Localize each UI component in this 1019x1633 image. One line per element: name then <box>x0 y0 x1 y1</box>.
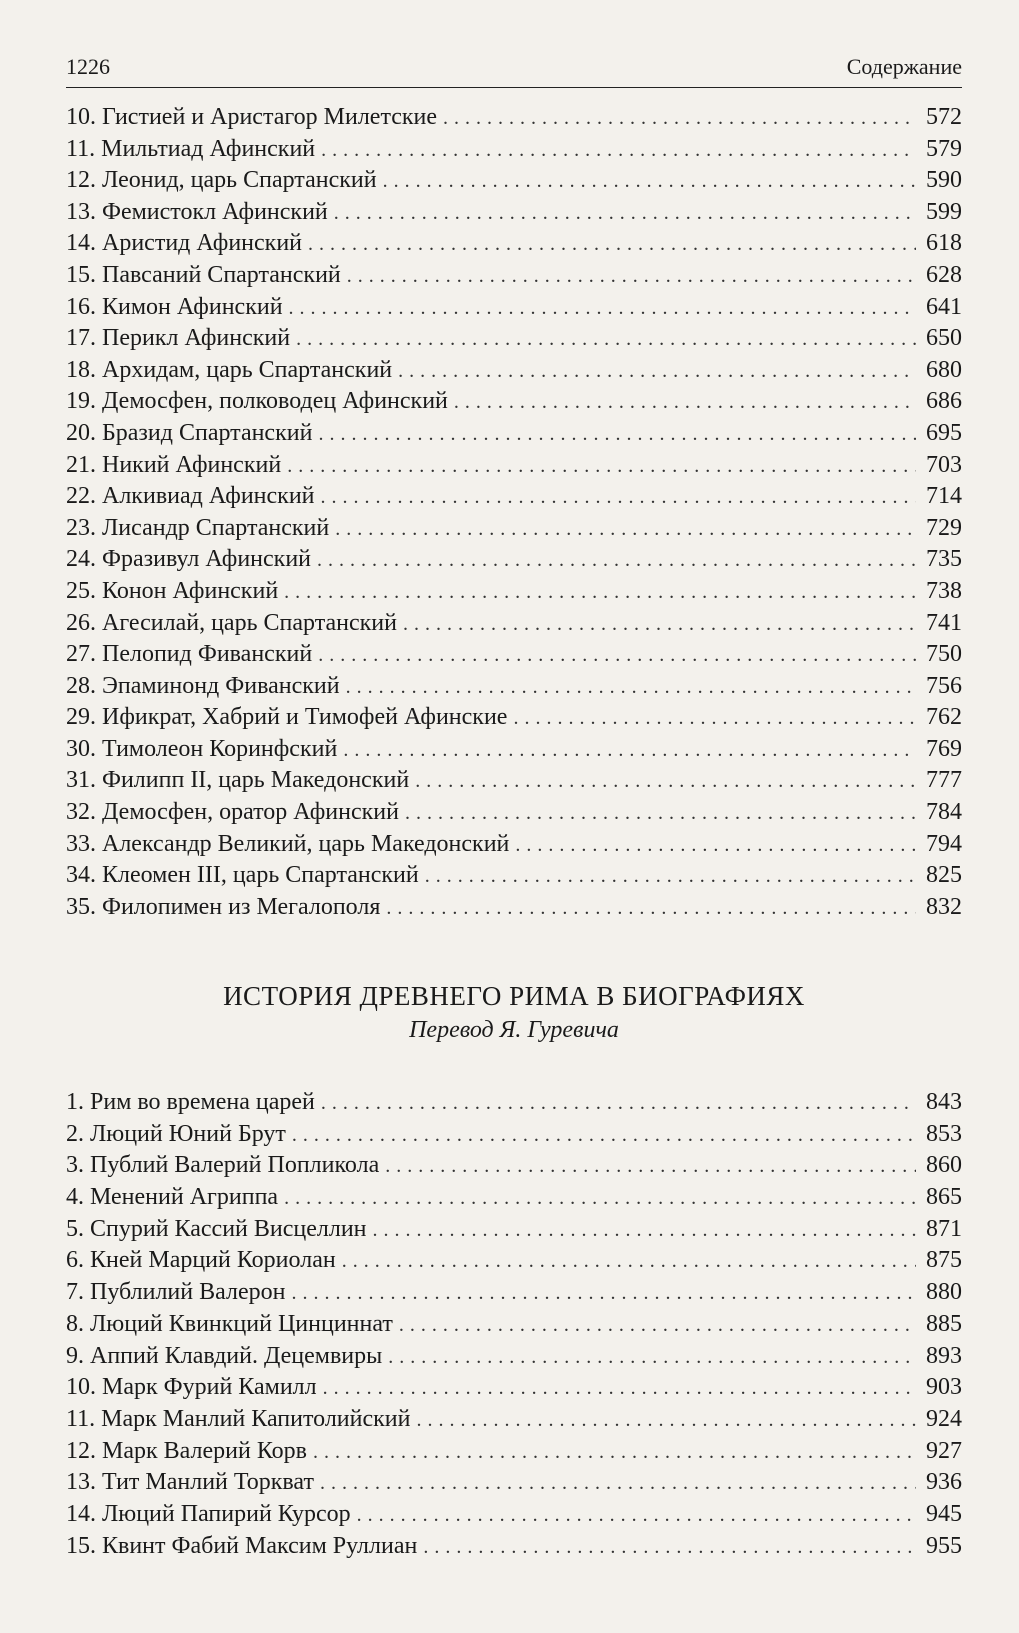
toc-entry-title: 20. Бразид Спартанский <box>66 419 313 446</box>
dot-leader <box>415 766 916 798</box>
toc-entry-title: 10. Марк Фурий Камилл <box>66 1374 317 1401</box>
dot-leader <box>405 798 916 830</box>
toc-entry-page: 641 <box>926 293 962 320</box>
dot-leader <box>385 1151 916 1183</box>
dot-leader <box>313 1437 916 1469</box>
toc-entry-page: 686 <box>926 388 962 415</box>
section-heading <box>66 978 962 1046</box>
toc-entry-title: 1. Рим во времена царей <box>66 1089 315 1115</box>
toc-entry-page: 599 <box>926 198 962 225</box>
toc-entry-page: 762 <box>926 704 962 731</box>
toc-entry <box>66 1499 962 1531</box>
toc-entry-title: 31. Филипп II, царь Македонский <box>66 767 410 794</box>
toc-entry-page: 924 <box>926 1405 962 1432</box>
page-number: 1226 <box>66 54 110 79</box>
toc-entry <box>66 1150 962 1182</box>
toc-entry-page: 832 <box>926 893 962 920</box>
toc-entry-title: 12. Леонид, царь Спартанский <box>66 167 377 194</box>
toc-entry-page: 784 <box>926 799 962 826</box>
dot-leader <box>347 261 916 293</box>
toc-entry-page: 927 <box>926 1437 962 1464</box>
toc-entry-title: 24. Фразивул Афинский <box>66 546 312 573</box>
toc-entry-title: 27. Пелопид Фиванский <box>66 641 313 668</box>
dot-leader <box>343 735 916 767</box>
dot-leader <box>398 356 916 388</box>
dot-leader <box>335 514 916 546</box>
toc-entry-title: 15. Павсаний Спартанский <box>66 261 341 288</box>
dot-leader <box>417 1405 917 1437</box>
toc-entry-title: 6. Кней Марций Кориолан <box>66 1247 336 1274</box>
dot-leader <box>284 577 916 609</box>
header-rule <box>66 87 962 88</box>
toc-entry-page: 885 <box>926 1310 962 1337</box>
toc-entry-page: 695 <box>926 419 962 446</box>
toc-entry-title: 22. Алкивиад Афинский <box>66 483 315 510</box>
toc-entry-page: 936 <box>926 1469 962 1496</box>
running-title: Содержание <box>846 54 962 79</box>
toc-entry <box>66 544 962 576</box>
toc-entry <box>66 1182 962 1214</box>
toc-entry <box>66 481 962 513</box>
toc-entry <box>66 134 962 166</box>
toc-entry <box>66 260 962 292</box>
dot-leader <box>318 419 916 451</box>
toc-entry-title: 32. Демосфен, оратор Афинский <box>66 799 399 826</box>
dot-leader <box>342 1246 916 1278</box>
toc-entry-title: 30. Тимолеон Коринфский <box>66 735 338 762</box>
toc-entry-page: 618 <box>926 230 962 257</box>
dot-leader <box>323 1373 916 1405</box>
toc-entry-title: 29. Ификрат, Хабрий и Тимофей Афинские <box>66 704 508 731</box>
dot-leader <box>399 1310 916 1342</box>
toc-entry-title: 33. Александр Великий, царь Македонский <box>66 830 510 857</box>
toc-entry-title: 4. Менений Агриппа <box>66 1184 279 1211</box>
toc-entry <box>66 1404 962 1436</box>
toc-entry <box>66 671 962 703</box>
toc-entry-page: 777 <box>926 767 962 794</box>
toc-entry-title: 10. Гистией и Аристагор Милетские <box>66 104 438 130</box>
toc-entry-title: 2. Люций Юний Брут <box>66 1120 286 1147</box>
dot-leader <box>292 1120 916 1152</box>
toc-entry-title: 7. Публилий Валерон <box>66 1279 286 1306</box>
dot-leader <box>425 861 916 893</box>
running-head <box>66 54 962 84</box>
toc-entry <box>66 860 962 892</box>
section-title: ИСТОРИЯ ДРЕВНЕГО РИМА В БИОГРАФИЯХ <box>223 981 805 1011</box>
toc-entry-title: 23. Лисандр Спартанский <box>66 514 330 541</box>
dot-leader <box>443 103 916 135</box>
toc-entry-title: 3. Публий Валерий Попликола <box>66 1152 380 1179</box>
toc-entry-title: 35. Филопимен из Мегалополя <box>66 893 381 920</box>
toc-entry <box>66 702 962 734</box>
toc-entry-page: 714 <box>926 483 962 510</box>
toc-entry <box>66 292 962 324</box>
toc-entry-title: 9. Аппий Клавдий. Децемвиры <box>66 1342 383 1369</box>
toc-entry <box>66 1436 962 1468</box>
dot-leader <box>296 324 916 356</box>
dot-leader <box>291 1278 916 1310</box>
dot-leader <box>321 135 916 167</box>
toc-entry-page: 853 <box>926 1120 962 1147</box>
toc-entry-title: 8. Люций Квинкций Цинциннат <box>66 1310 393 1337</box>
toc-entry <box>66 1087 962 1119</box>
toc-entry <box>66 1372 962 1404</box>
toc-entry <box>66 1119 962 1151</box>
table-of-contents-rome <box>66 1087 962 1562</box>
toc-entry-page: 750 <box>926 641 962 668</box>
dot-leader <box>513 703 916 735</box>
toc-entry-page: 893 <box>926 1342 962 1369</box>
toc-entry-title: 5. Спурий Кассий Висцеллин <box>66 1215 367 1242</box>
dot-leader <box>289 293 916 325</box>
dot-leader <box>284 1183 916 1215</box>
section-subtitle: Перевод Я. Гуревича <box>409 1017 619 1043</box>
toc-entry <box>66 765 962 797</box>
table-of-contents-greece <box>66 102 962 923</box>
dot-leader <box>321 1088 916 1120</box>
dot-leader <box>334 198 916 230</box>
toc-entry-page: 871 <box>926 1215 962 1242</box>
toc-entry-page: 680 <box>926 356 962 383</box>
dot-leader <box>320 1468 916 1500</box>
dot-leader <box>321 482 916 514</box>
toc-entry-title: 11. Марк Манлий Капитолийский <box>66 1405 411 1432</box>
dot-leader <box>318 640 916 672</box>
toc-entry-page: 628 <box>926 261 962 288</box>
toc-entry <box>66 1341 962 1373</box>
toc-entry-page: 741 <box>926 609 962 636</box>
toc-entry <box>66 797 962 829</box>
toc-entry-title: 13. Фемистокл Афинский <box>66 198 328 225</box>
toc-entry-page: 903 <box>926 1374 962 1401</box>
toc-entry <box>66 386 962 418</box>
toc-entry <box>66 323 962 355</box>
toc-entry <box>66 197 962 229</box>
toc-entry-title: 19. Демосфен, полководец Афинский <box>66 388 448 415</box>
toc-entry <box>66 102 962 134</box>
dot-leader <box>454 387 916 419</box>
toc-entry-page: 572 <box>926 104 962 130</box>
toc-entry-title: 21. Никий Афинский <box>66 451 282 478</box>
toc-entry-title: 12. Марк Валерий Корв <box>66 1437 307 1464</box>
toc-entry-title: 17. Перикл Афинский <box>66 325 291 352</box>
toc-entry <box>66 1467 962 1499</box>
toc-entry-title: 16. Кимон Афинский <box>66 293 283 320</box>
toc-entry-title: 11. Мильтиад Афинский <box>66 135 316 162</box>
dot-leader <box>357 1500 916 1532</box>
dot-leader <box>386 893 916 925</box>
dot-leader <box>403 609 916 641</box>
toc-entry-page: 843 <box>926 1089 962 1115</box>
toc-entry-title: 26. Агесилай, царь Спартанский <box>66 609 397 636</box>
toc-entry-page: 875 <box>926 1247 962 1274</box>
toc-entry <box>66 165 962 197</box>
toc-entry-page: 769 <box>926 735 962 762</box>
toc-entry-page: 865 <box>926 1184 962 1211</box>
toc-entry <box>66 355 962 387</box>
dot-leader <box>373 1215 916 1247</box>
toc-entry-page: 955 <box>926 1532 962 1559</box>
dot-leader <box>383 166 916 198</box>
toc-entry <box>66 1277 962 1309</box>
dot-leader <box>388 1342 916 1374</box>
toc-entry-page: 880 <box>926 1279 962 1306</box>
toc-entry <box>66 734 962 766</box>
toc-entry <box>66 608 962 640</box>
toc-entry-page: 650 <box>926 325 962 352</box>
dot-leader <box>423 1532 916 1564</box>
toc-entry <box>66 228 962 260</box>
dot-leader <box>346 672 916 704</box>
toc-entry-page: 735 <box>926 546 962 573</box>
toc-entry-page: 794 <box>926 830 962 857</box>
toc-entry <box>66 1245 962 1277</box>
toc-entry <box>66 892 962 924</box>
toc-entry-page: 729 <box>926 514 962 541</box>
toc-entry-page: 590 <box>926 167 962 194</box>
toc-entry <box>66 418 962 450</box>
toc-entry <box>66 450 962 482</box>
toc-entry <box>66 1531 962 1563</box>
toc-entry-page: 579 <box>926 135 962 162</box>
dot-leader <box>317 545 916 577</box>
toc-entry <box>66 1214 962 1246</box>
toc-entry-title: 18. Архидам, царь Спартанский <box>66 356 393 383</box>
toc-entry <box>66 576 962 608</box>
toc-entry-title: 15. Квинт Фабий Максим Руллиан <box>66 1532 418 1559</box>
dot-leader <box>308 229 916 261</box>
toc-entry <box>66 1309 962 1341</box>
toc-entry <box>66 639 962 671</box>
dot-leader <box>515 830 916 862</box>
toc-entry <box>66 829 962 861</box>
toc-entry-page: 738 <box>926 577 962 604</box>
toc-entry-title: 14. Люций Папирий Курсор <box>66 1500 351 1527</box>
toc-entry-title: 28. Эпаминонд Фиванский <box>66 672 340 699</box>
toc-entry-page: 756 <box>926 672 962 699</box>
toc-entry-page: 825 <box>926 862 962 889</box>
toc-entry-page: 945 <box>926 1500 962 1527</box>
toc-entry <box>66 513 962 545</box>
toc-entry-title: 25. Конон Афинский <box>66 577 279 604</box>
toc-entry-title: 34. Клеомен III, царь Спартанский <box>66 862 419 889</box>
toc-entry-page: 860 <box>926 1152 962 1179</box>
toc-entry-page: 703 <box>926 451 962 478</box>
toc-entry-title: 13. Тит Манлий Торкват <box>66 1469 314 1496</box>
dot-leader <box>287 451 916 483</box>
toc-entry-title: 14. Аристид Афинский <box>66 230 303 257</box>
